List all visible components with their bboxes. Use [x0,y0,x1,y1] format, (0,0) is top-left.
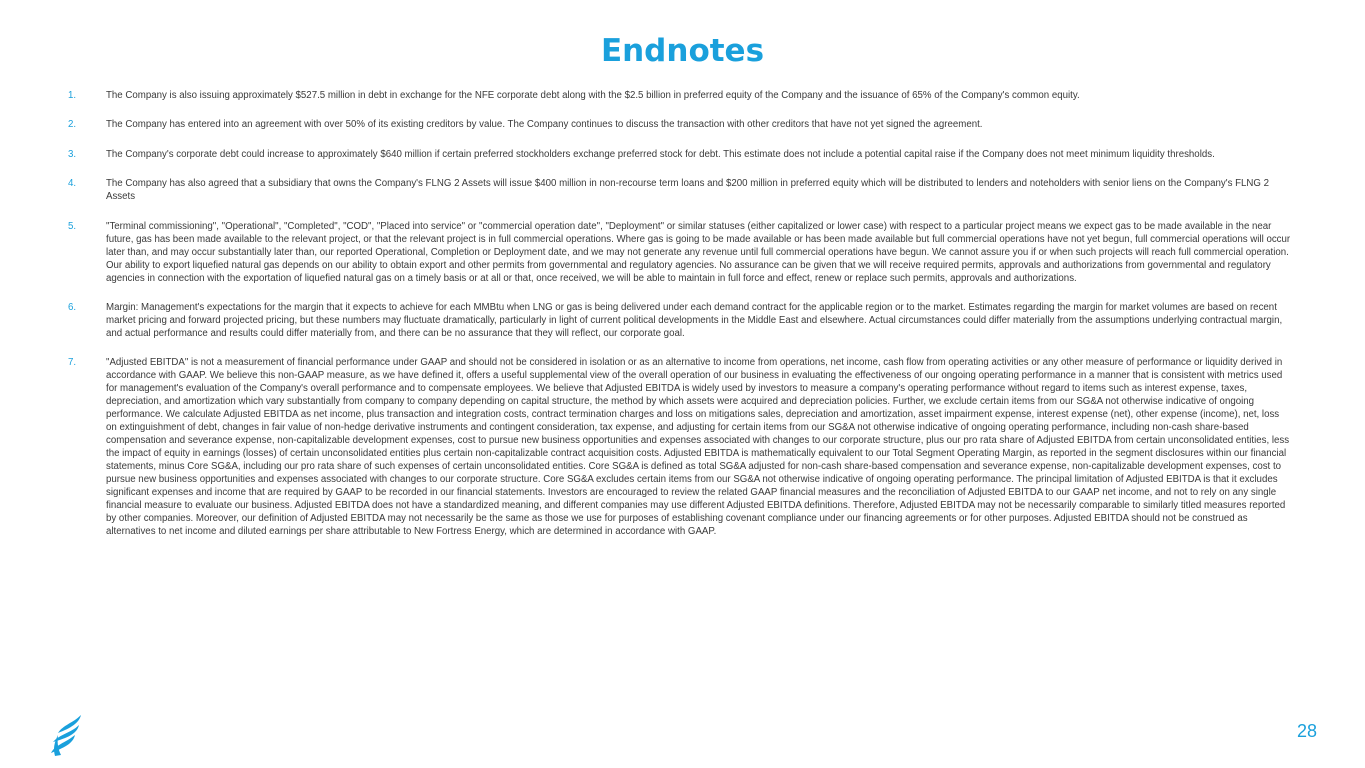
endnote-number: 7. [68,357,77,369]
endnote-number: 1. [68,90,77,101]
endnote-item [0,148,1365,161]
page-title: Endnotes [600,33,765,69]
endnote-item [0,118,1365,131]
endnote-item [0,177,1365,203]
endnote-text: Margin: Management's expectations for the margin that it expects to achieve for each MMBtu when LNG or gas is being delivered under each demand contract for the applicable region or to the market. Estimates regarding the margin for market volumes are based on recent market pricing and forward projected pricing, but these numbers may fluctuate dramatically, particularly in light of current political developments in the Middle East and elsewhere. Actual circumstances could differ materially from the assumptions underlying contractual margin, and actual performance and results could differ materially from, and there can be no assurance that they will reflect, our corporate goal. [106,301,1283,339]
endnote-text: "Adjusted EBITDA" is not a measurement of financial performance under GAAP and should not be considered in isolation or as an alternative to income from operations, net income, cash flow from operating activities or any other measure of performance or liquidity derived in accordance with GAAP. We believe this non-GAAP measure, as we have defined it, offers a useful supplemental view of the overall operation of our business in evaluating the effectiveness of our ongoing operating performance in a manner that is consistent with metrics used for management's evaluation of the Company's overall performance and to compensate employees. We believe that Adjusted EBITDA is widely used by investors to measure a company's operating performance without regard to items such as interest expense, taxes, depreciation, and amortization which vary substantially from company to company depending on capital structure, the method by which assets were acquired and depreciation policies. Further, we exclude certain items from our SG&A not otherwise indicative of ongoing performance. We calculate Adjusted EBITDA as net income, plus transaction and integration costs, contract termination charges and loss on mitigations sales, depreciation and amortization, asset impairment expense, interest expense (net), other expense (income), net, loss on extinguishment of debt, changes in fair value of non-hedge derivative instruments and contingent consideration, tax expense, and adjusting for certain items from our SG&A not otherwise indicative of ongoing operating performance, including non-cash share-based compensation and severance expense, non-capitalizable development expenses, cost to pursue new business opportunities and expenses associated with changes to our corporate structure, plus our pro rata share of Adjusted EBITDA from certain unconsolidated entities, less the impact of equity in earnings (losses) of certain unconsolidated entities plus certain non-capitalizable contract acquisition costs. Adjusted EBITDA is mathematically equivalent to our Total Segment Operating Margin, as reported in the segment disclosures within our financial statements, minus Core SG&A, including our pro rata share of such expenses of certain unconsolidated entities. Core SG&A is defined as total SG&A adjusted for non-cash share-based compensation and severance expense, non-capitalizable development expenses, cost to pursue new business opportunities and expenses associated with changes to our corporate structure. Core SG&A excludes certain items from our SG&A not otherwise indicative of ongoing operating performance. The principal limitation of Adjusted EBITDA is that it excludes significant expenses and income that are required by GAAP to be recorded in our financial statements. Investors are encouraged to review the related GAAP financial measures and the reconciliation of Adjusted EBITDA to our GAAP net income, and not to rely on any single financial measure to evaluate our business. Adjusted EBITDA does not have a standardized meaning, and different companies may use different Adjusted EBITDA definitions. Therefore, Adjusted EBITDA may not be necessarily comparable to similarly titled measures reported by other companies. Moreover, our definition of Adjusted EBITDA may not necessarily be the same as those we use for purposes of establishing covenant compliance under our financing agreements or for other purposes. Adjusted EBITDA should not be construed as alternatives to net income and diluted earnings per share attributable to New Fortress Energy, which are determined in accordance with GAAP. [106,357,1290,538]
endnote-number: 3. [68,148,77,160]
endnote-item [0,220,1365,285]
endnote-text: The Company has entered into an agreement with over 50% of its existing creditors by value. The Company continues to discuss the transaction with other creditors that have not yet signed the agreement. [106,119,983,131]
endnotes-list [0,89,1365,555]
endnote-item [0,301,1365,340]
endnote-item [0,89,1365,102]
endnote-number: 6. [68,301,77,313]
endnote-number: 2. [68,119,77,131]
endnote-text: The Company is also issuing approximately $527.5 million in debt in exchange for the NFE corporate debt along with the $2.5 billion in preferred equity of the Company and the issuance of 65% of the Company's common equity. [106,90,1080,101]
endnote-item [0,356,1365,538]
endnote-number: 5. [68,220,77,232]
flame-logo-icon [49,713,83,757]
endnote-text: The Company has also agreed that a subsidiary that owns the Company's FLNG 2 Assets will issue $400 million in non-recourse term loans and $200 million in preferred equity which will be distributed to lenders and noteholders with senior liens on the Company's FLNG 2 Assets [106,178,1270,203]
endnote-text: The Company's corporate debt could increase to approximately $640 million if certain preferred stockholders exchange preferred stock for debt. This estimate does not include a potential capital raise if the Company does not meet minimum liquidity thresholds. [106,148,1215,160]
endnote-number: 4. [68,178,77,190]
endnote-text: "Terminal commissioning", "Operational", "Completed", "COD", "Placed into service" or "commercial operation date", "Deployment" or similar statuses (either capitalized or lower case) with respect to a particular project means we expect gas to be made available in the near future, gas has been made available to the relevant project, or that the relevant project is in full commercial operations. Where gas is going to be made available or has been made available but full commercial operations have not yet begun, full commercial operations will occur later than, and may occur substantially later than, our reported Operational, Completion or Deployment date, and we may not generate any revenue until full commercial operations have begun. We cannot assure you if or when such projects will reach full commercial operation. Our ability to export liquefied natural gas depends on our ability to obtain export and other permits from governmental and regulatory agencies. No assurance can be given that we will receive required permits, approvals and authorizations from governmental and regulatory agencies in connection with the exportation of liquefied natural gas on a timely basis or at all or that, once received, we will be able to maintain in full force and effect, renew or replace such permits, approvals and authorizations. [106,220,1291,284]
page-number: 28 [1296,721,1317,741]
